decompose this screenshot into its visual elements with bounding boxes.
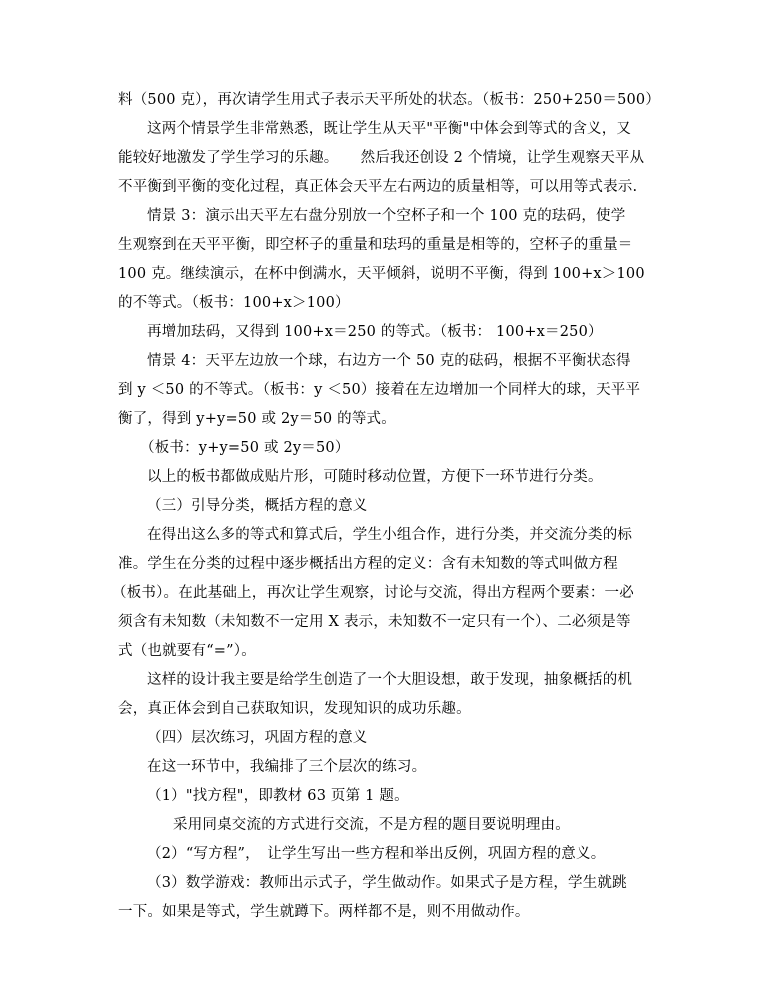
text-line: 生观察到在天平平衡，即空杯子的重量和珐玛的重量是相等的，空杯子的重量＝ [118, 237, 633, 253]
text-line: 会，真正体会到自己获取知识，发现知识的成功乐趣。 [118, 701, 471, 717]
text-line: 采用同桌交流的方式进行交流，不是方程的题目要说明理由。 [173, 817, 570, 833]
text-line: （板书：y+y=50 或 2y＝50） [140, 440, 350, 456]
text-line: 情景 3：演示出天平左右盘分别放一个空杯子和一个 100 克的珐码，使学 [147, 208, 626, 224]
text-line: 情景 4：天平左边放一个球，右边方一个 50 克的砝码，根据不平衡状态得 [147, 353, 631, 369]
text-line: （3）数学游戏：教师出示式子，学生做动作。如果式子是方程，学生就跳 [147, 875, 627, 891]
text-line: 能较好地激发了学生学习的乐趣。 然后我还创设 2 个情境，让学生观察天平从 [118, 150, 645, 166]
text-line: 式（也就要有“=”）。 [118, 643, 256, 659]
text-line: 在得出这么多的等式和算式后，学生小组合作，进行分类，并交流分类的标 [147, 527, 633, 543]
text-line: 这样的设计我主要是给学生创造了一个大胆设想，敢于发现，抽象概括的机 [147, 672, 633, 688]
text-line: 衡了，得到 y+y=50 或 2y＝50 的等式。 [118, 411, 396, 427]
text-line: 不平衡到平衡的变化过程，真正体会天平左右两边的质量相等，可以用等式表示. [118, 179, 638, 195]
text-line: 一下。如果是等式，学生就蹲下。两样都不是，则不用做动作。 [118, 904, 530, 920]
text-line: 到 y ＜50 的不等式。（板书：y ＜50）接着在左边增加一个同样大的球，天平平 [118, 382, 641, 398]
text-line: （2）“写方程”， 让学生写出一些方程和举出反例，巩固方程的意义。 [147, 846, 606, 862]
text-line: 料（500 克），再次请学生用式子表示天平所处的状态。（板书：250+250＝500） [118, 92, 661, 108]
text-line: （1）"找方程"，即教材 63 页第 1 题。 [147, 788, 409, 804]
text-line: 100 克。继续演示，在杯中倒满水，天平倾斜，说明不平衡，得到 100+x＞100 [118, 266, 645, 282]
text-line: 以上的板书都做成贴片形，可随时移动位置，方便下一环节进行分类。 [147, 469, 603, 485]
text-line: 须含有未知数（未知数不一定用 X 表示，未知数不一定只有一个）、二必须是等 [118, 614, 631, 630]
text-line: 在这一环节中，我编排了三个层次的练习。 [147, 759, 427, 775]
text-line: 的不等式。（板书：100+x＞100） [118, 295, 350, 311]
text-line: 准。学生在分类的过程中逐步概括出方程的定义：含有未知数的等式叫做方程 [118, 556, 618, 572]
text-line: 再增加珐码，又得到 100+x＝250 的等式。（板书： 100+x＝250） [147, 324, 603, 340]
section-heading: （三）引导分类，概括方程的意义 [147, 498, 368, 514]
section-heading: （四）层次练习，巩固方程的意义 [147, 730, 368, 746]
text-line: 这两个情景学生非常熟悉，既让学生从天平"平衡"中体会到等式的含义，又 [147, 121, 632, 137]
text-line: （板书）。在此基础上，再次让学生观察，讨论与交流，得出方程两个要素：一必 [112, 585, 634, 601]
